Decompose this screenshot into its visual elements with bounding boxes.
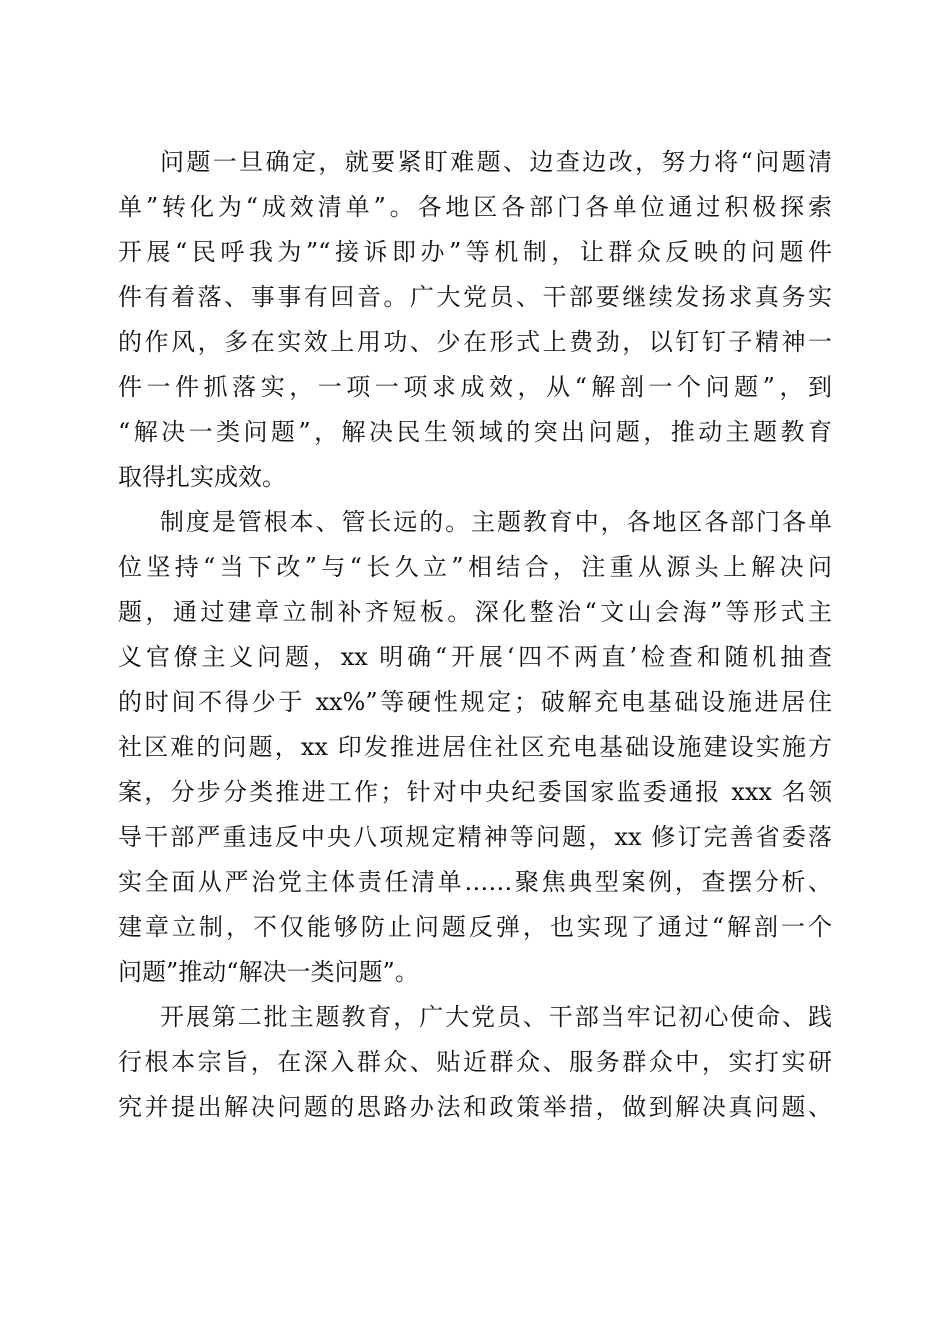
text-line: 问题”推动“解决一类问题”。	[118, 958, 419, 986]
paragraph-3	[118, 998, 832, 1133]
text-line: 的时间不得少于 xx%”等硬性规定；破解充电基础设施进居住	[118, 688, 832, 716]
text-line: 单”转化为“成效清单”。各地区各部门各单位通过积极探索	[118, 193, 832, 221]
text-line: 义官僚主义问题，xx 明确“开展‘四不两直’检查和随机抽查	[118, 643, 832, 671]
text-line: “解决一类问题”，解决民生领域的突出问题，推动主题教育	[118, 418, 832, 446]
text-line: 制度是管根本、管长远的。主题教育中，各地区各部门各单	[160, 508, 832, 536]
paragraph-2	[118, 503, 832, 998]
text-line: 究并提出解决问题的思路办法和政策举措，做到解决真问题、	[118, 1093, 832, 1121]
text-line: 开展第二批主题教育，广大党员、干部当牢记初心使命、践	[160, 1003, 832, 1031]
text-line: 问题一旦确定，就要紧盯难题、边查边改，努力将“问题清	[160, 148, 832, 176]
text-line: 位坚持“当下改”与“长久立”相结合，注重从源头上解决问	[118, 553, 832, 581]
text-line: 建章立制，不仅能够防止问题反弹，也实现了通过“解剖一个	[118, 913, 832, 941]
text-line: 实全面从严治党主体责任清单……聚焦典型案例，查摆分析、	[118, 868, 832, 896]
text-line: 题，通过建章立制补齐短板。深化整治“文山会海”等形式主	[118, 598, 832, 626]
text-line: 件有着落、事事有回音。广大党员、干部要继续发扬求真务实	[118, 283, 832, 311]
text-line: 件一件抓落实，一项一项求成效，从“解剖一个问题”，到	[118, 373, 832, 401]
text-line: 的作风，多在实效上用功、少在形式上费劲，以钉钉子精神一	[118, 328, 832, 356]
paragraph-1	[118, 143, 832, 503]
text-line: 社区难的问题，xx 印发推进居住社区充电基础设施建设实施方	[118, 733, 832, 761]
text-line: 导干部严重违反中央八项规定精神等问题，xx 修订完善省委落	[118, 823, 832, 851]
text-line: 开展“民呼我为”“接诉即办”等机制，让群众反映的问题件	[118, 238, 832, 266]
text-line: 案，分步分类推进工作；针对中央纪委国家监委通报 xxx 名领	[118, 778, 832, 806]
text-line: 取得扎实成效。	[118, 463, 286, 491]
text-line: 行根本宗旨，在深入群众、贴近群众、服务群众中，实打实研	[118, 1048, 832, 1076]
